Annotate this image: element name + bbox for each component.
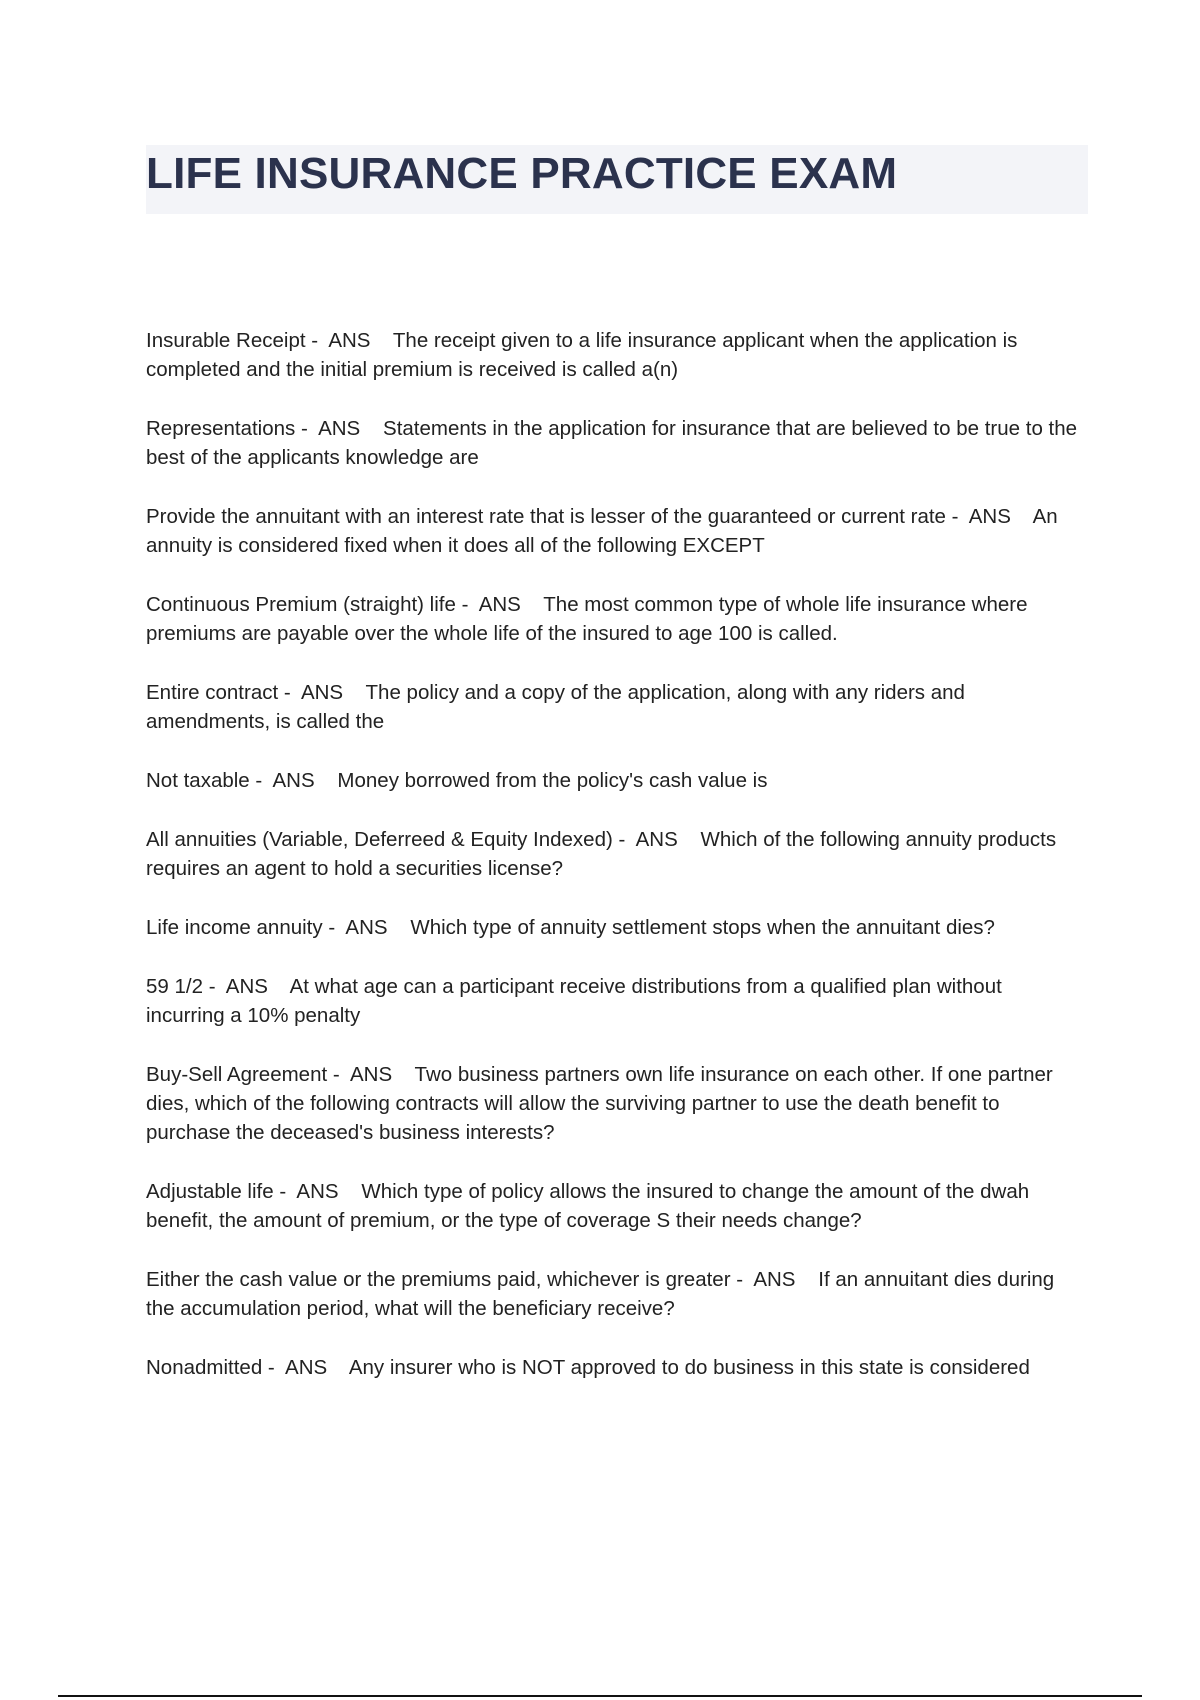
qa-item [146,766,1086,795]
qa-question: The receipt given to a life insurance applicant when the application is completed and the initial premium is received is called a(n) [146,329,1018,381]
qa-separator: - ANS [203,975,290,998]
qa-answer: Adjustable life [146,1180,274,1203]
qa-question: Which of the following annuity products requires an agent to hold a securities license? [146,828,1057,880]
qa-separator: - ANS [295,417,384,440]
qa-item [146,1265,1086,1323]
qa-separator: - ANS [305,329,393,352]
page-title: LIFE INSURANCE PRACTICE EXAM [146,149,898,198]
qa-question: The most common type of whole life insurance where premiums are payable over the whole life of the insured to age 100 is called. [146,593,1028,645]
qa-item [146,972,1086,1030]
qa-separator: - ANS [273,1180,362,1203]
qa-item [146,1060,1086,1147]
qa-separator: - ANS [730,1268,819,1291]
qa-answer: Nonadmitted [146,1356,263,1379]
qa-answer: Provide the annuitant with an interest rate that is lesser of the guaranteed or current rate [146,505,946,528]
qa-question: The policy and a copy of the application, along with any riders and amendments, is called the [146,681,965,733]
qa-question: If an annuitant dies during the accumulation period, what will the beneficiary receive? [146,1268,1055,1320]
qa-list [146,326,1086,1412]
qa-separator: - ANS [945,505,1033,528]
qa-item [146,414,1086,472]
qa-question: Statements in the application for insurance that are believed to be true to the best of the applicants knowledge are [146,417,1078,469]
qa-item [146,326,1086,384]
qa-question: Any insurer who is NOT approved to do business in this state is considered [348,1356,1030,1379]
qa-question: Which type of policy allows the insured to change the amount of the dwah benefit, the amount of premium, or the type of coverage S their needs change? [146,1180,1030,1232]
qa-answer: Buy-Sell Agreement [146,1063,328,1086]
qa-item [146,678,1086,736]
qa-separator: - ANS [612,828,701,851]
qa-separator: - ANS [322,916,411,939]
qa-question: Which type of annuity settlement stops when the annuitant dies? [410,916,995,939]
qa-answer: Entire contract [146,681,279,704]
qa-item [146,913,1086,942]
qa-item [146,502,1086,560]
footer-rule [58,1695,1142,1697]
qa-answer: 59 1/2 [146,975,203,998]
qa-item [146,1177,1086,1235]
qa-question: Two business partners own life insurance on each other. If one partner dies, which of the following contracts will allow the surviving partner to use the death benefit to purchase the deceased's business interests? [146,1063,1053,1144]
qa-separator: - ANS [249,769,338,792]
qa-item [146,590,1086,648]
qa-answer: Insurable Receipt [146,329,306,352]
qa-answer: Either the cash value or the premiums paid, whichever is greater [146,1268,731,1291]
qa-separator: - ANS [327,1063,415,1086]
qa-answer: Continuous Premium (straight) life [146,593,456,616]
qa-item [146,825,1086,883]
qa-separator: - ANS [262,1356,349,1379]
qa-item [146,1353,1086,1382]
qa-answer: Not taxable [146,769,250,792]
qa-answer: Representations [146,417,296,440]
qa-answer: Life income annuity [146,916,323,939]
qa-answer: All annuities (Variable, Deferreed & Equity Indexed) [146,828,613,851]
qa-question: An annuity is considered fixed when it does all of the following EXCEPT [146,505,1058,557]
qa-question: Money borrowed from the policy's cash value is [337,769,768,792]
qa-separator: - ANS [278,681,366,704]
qa-separator: - ANS [455,593,544,616]
qa-question: At what age can a participant receive distributions from a qualified plan without incurring a 10% penalty [146,975,1002,1027]
